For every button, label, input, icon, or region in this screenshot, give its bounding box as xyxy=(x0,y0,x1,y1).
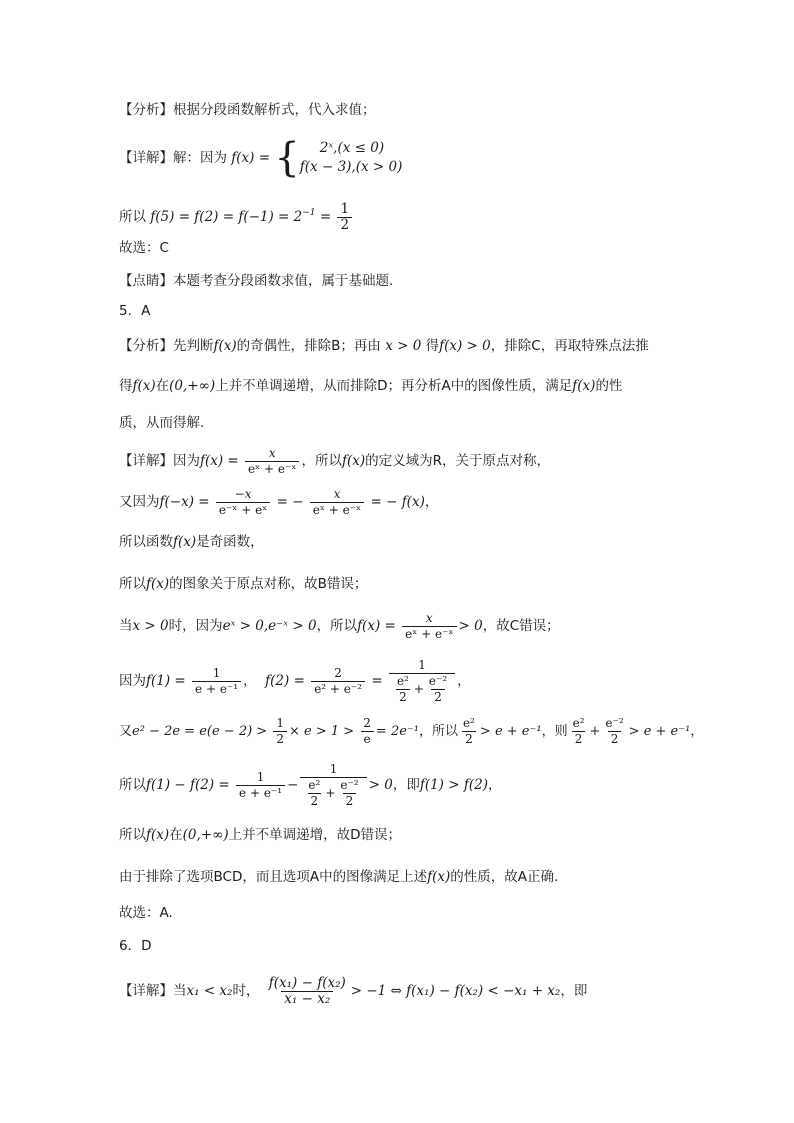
slope-fraction xyxy=(266,976,349,1007)
equivalence-expr: > −1 ⇔ f(x₁) − f(x₂) < −x₁ + x₂ xyxy=(350,983,561,999)
q6-answer: 6．D xyxy=(119,938,152,954)
fx-term: f(x) xyxy=(146,827,170,843)
interval-term: (0,+∞) xyxy=(169,378,216,394)
ineq-expr: e² − 2e = e(e − 2) > xyxy=(132,724,268,739)
interval-term: (0,+∞) xyxy=(182,827,229,843)
fraction-1 xyxy=(216,487,270,518)
text-seg: 所以 xyxy=(119,576,146,592)
fx-term: f(x) xyxy=(427,869,451,885)
analysis-tag: 【分析】 xyxy=(119,102,173,118)
diff-expr: f(1) − f(2) = xyxy=(146,777,230,793)
frac-num: e² xyxy=(463,716,475,730)
analysis-5-tag: 【分析】 xyxy=(119,338,173,354)
answer-c: 故选：C xyxy=(119,240,169,256)
frac-num: 1 xyxy=(276,716,284,730)
fx-term: f(x) xyxy=(341,453,366,469)
frac-num: e⁻² xyxy=(340,777,359,792)
case-2: f(x − 3),(x > 0) xyxy=(299,159,403,175)
calc-line xyxy=(119,196,354,234)
exp-positive: eˣ > 0,e⁻ˣ > 0 xyxy=(222,618,317,634)
symmetry-line xyxy=(119,575,367,593)
fx-definition: f(x) = xyxy=(231,150,271,166)
text-seg: 的性质，故A正确. xyxy=(450,869,559,885)
frac-den: 2 xyxy=(608,731,622,747)
text-seg: ， xyxy=(424,494,439,510)
text-seg: ， xyxy=(690,724,704,739)
analysis-5-line-2 xyxy=(119,377,622,395)
frac-den: 2 xyxy=(462,731,476,747)
fx-term: f(x) xyxy=(572,378,596,394)
text-seg: 先判断 xyxy=(173,338,214,354)
positive-line xyxy=(119,608,560,644)
ineq-end: = 2e⁻¹ xyxy=(375,724,419,739)
frac-num: 1 xyxy=(418,657,426,672)
answer-a: 故选：A. xyxy=(119,905,173,921)
ineq-2: > e + e⁻¹ xyxy=(479,724,542,739)
text-seg: 时， xyxy=(232,983,260,999)
f1-fraction xyxy=(192,666,241,697)
frac-den: e⁻ˣ + eˣ xyxy=(216,502,270,518)
f2-compound-fraction xyxy=(300,762,366,809)
frac-den: 2 xyxy=(308,793,322,809)
f2-compound-fraction xyxy=(389,658,455,705)
e2-half xyxy=(460,716,478,747)
frac-num: 1 xyxy=(256,769,265,784)
e-2-half xyxy=(602,716,626,747)
equals: = xyxy=(371,673,383,689)
comment-line xyxy=(119,272,393,290)
answer-line-c xyxy=(119,239,169,257)
solution-pre: 解：因为 xyxy=(173,150,227,166)
text-seg: ，即 xyxy=(560,983,588,999)
solution-5-tag: 【详解】 xyxy=(119,453,173,469)
frac-num: 1 xyxy=(340,200,350,217)
greater-zero: > 0 xyxy=(368,777,393,793)
minus: − xyxy=(287,777,299,793)
frac-num: 1 xyxy=(329,761,338,776)
comment-tag: 【点睛】 xyxy=(119,273,173,289)
analysis-line-1 xyxy=(119,101,376,119)
text-seg: 的性 xyxy=(595,378,623,394)
half-fraction xyxy=(337,202,352,233)
inner-frac xyxy=(394,674,412,705)
fx-positive: f(x) > 0 xyxy=(439,338,491,354)
condition-term: x > 0 xyxy=(132,618,169,634)
text-seg: 所以函数 xyxy=(119,534,173,550)
text-seg: 得 xyxy=(425,338,440,354)
text-seg: 在 xyxy=(155,378,170,394)
fx-term: f(x) xyxy=(173,534,197,550)
text-seg: ，即 xyxy=(392,777,420,793)
text-seg: ， xyxy=(243,673,257,689)
fraction-2 xyxy=(310,487,364,518)
text-seg: ， xyxy=(457,673,471,689)
inner-frac xyxy=(426,674,450,705)
frac-num: x xyxy=(333,486,341,501)
greater-zero: > 0 xyxy=(458,618,483,634)
f2-fraction xyxy=(311,666,365,697)
frac-den: eˣ + e⁻ˣ xyxy=(245,461,299,477)
f-neg-x: f(−x) = xyxy=(159,494,210,510)
text-seg: 因为 xyxy=(173,453,200,469)
calc-exponent: −1 xyxy=(302,208,316,218)
text-seg: 所以 xyxy=(119,777,146,793)
solution-tag: 【详解】 xyxy=(119,150,173,166)
frac-den: 2 xyxy=(431,689,445,705)
f1-gt-f2: f(1) > f(2) xyxy=(419,777,488,793)
text-seg: 所以 xyxy=(119,827,146,843)
text-seg: ，所以 xyxy=(301,453,342,469)
solution-6-tag: 【详解】 xyxy=(119,983,173,999)
ineq-mid: × e > 1 > xyxy=(288,724,355,739)
frac-num: 2 xyxy=(334,665,342,680)
frac-num: f(x₁) − f(x₂) xyxy=(268,974,346,991)
frac-den: e + e⁻¹ xyxy=(236,785,285,801)
frac-den: eˣ + e⁻ˣ xyxy=(402,626,456,642)
frac-den: 2 xyxy=(572,731,586,747)
compound-den xyxy=(389,673,455,705)
frac-num: 1 xyxy=(212,665,221,680)
text-seg: ，所以 xyxy=(418,724,458,739)
frac-num: e⁻² xyxy=(605,716,624,730)
two-over-e xyxy=(360,716,374,747)
text-seg: 当 xyxy=(119,618,133,634)
frac-num: e² xyxy=(572,716,585,730)
half-fraction xyxy=(273,716,287,747)
piecewise-function xyxy=(274,135,403,181)
brace-symbol: { xyxy=(274,135,300,181)
frac-num: e² xyxy=(396,673,409,688)
frac-num: e⁻² xyxy=(428,673,448,688)
fx-definition: f(x) = xyxy=(357,618,396,634)
case-1: 2ˣ,(x ≤ 0) xyxy=(319,140,385,156)
calc-pre: 所以 xyxy=(119,209,146,225)
frac-num: −x xyxy=(234,486,252,501)
fx-definition: f(x) = xyxy=(200,453,239,469)
odd-function-derivation xyxy=(119,484,438,520)
f2-term: f(2) = xyxy=(265,673,305,689)
frac-den: 2 xyxy=(343,793,357,809)
inner-frac xyxy=(337,778,361,809)
frac-den: x₁ − x₂ xyxy=(281,991,333,1007)
text-seg: 在 xyxy=(169,827,183,843)
values-line xyxy=(119,655,471,707)
text-seg: 得 xyxy=(119,378,133,394)
q5-answer: 5．A xyxy=(119,303,151,319)
piecewise-cases xyxy=(300,139,403,177)
fx-fraction xyxy=(402,611,456,642)
frac-den: e xyxy=(361,731,374,747)
plus: + xyxy=(589,724,601,739)
analysis-5-line-1 xyxy=(119,337,649,355)
frac-den: e² + e⁻² xyxy=(311,681,365,697)
ineq-3: > e + e⁻¹ xyxy=(628,724,691,739)
calc-expr: f(5) = f(2) = f(−1) = 2 xyxy=(150,209,303,225)
fx-term: f(x) xyxy=(213,338,237,354)
question-6-heading xyxy=(119,937,151,955)
text-seg: 质，从而得解. xyxy=(119,415,205,431)
text-seg: ， xyxy=(487,777,502,793)
text-seg: 当 xyxy=(173,983,187,999)
text-seg: 因为 xyxy=(119,673,146,689)
equals-minus: = − xyxy=(276,494,304,510)
text-seg: 的定义域为R，关于原点对称， xyxy=(365,453,550,469)
difference-line xyxy=(119,759,501,811)
odd-function-line xyxy=(119,533,264,551)
conclusion-line xyxy=(119,868,558,886)
answer-line-a xyxy=(119,904,173,922)
inequality-line xyxy=(119,714,703,750)
text-seg: 时，因为 xyxy=(168,618,223,634)
analysis-5-line-3 xyxy=(119,414,204,432)
frac-num: 2 xyxy=(363,716,371,730)
plus: + xyxy=(325,785,336,800)
fx-fraction xyxy=(245,446,299,477)
text-seg: 又因为 xyxy=(119,494,160,510)
text-seg: 上并不单调递增，从而排除D；再分析A中的图像性质，满足 xyxy=(215,378,573,394)
frac-num: x xyxy=(268,445,276,460)
solution-5-line-1 xyxy=(119,443,550,479)
text-seg: ，故C错误； xyxy=(482,618,560,634)
text-seg: 由于排除了选项BCD，而且选项A中的图像满足上述 xyxy=(119,869,428,885)
frac-den: 2 xyxy=(396,689,410,705)
plus: + xyxy=(413,681,424,696)
text-seg: ，排除C，再取特殊点法推 xyxy=(490,338,649,354)
fx-term: f(x) xyxy=(132,378,156,394)
frac-den: 2 xyxy=(273,731,287,747)
condition-term: x > 0 xyxy=(385,338,422,354)
text-seg: 上并不单调递增，故D错误； xyxy=(228,827,402,843)
frac-den: eˣ + e⁻ˣ xyxy=(310,502,364,518)
text-seg: 的图象关于原点对称，故B错误； xyxy=(169,576,368,592)
calc-equals: = xyxy=(319,209,332,225)
equals-neg-fx: = − f(x) xyxy=(370,494,425,510)
frac-den: 2 xyxy=(337,217,352,233)
text-seg: 的奇偶性，排除B；再由 xyxy=(236,338,381,354)
solution-6-line xyxy=(119,972,587,1010)
f1-fraction xyxy=(236,770,285,801)
frac-num: e² xyxy=(308,777,321,792)
compound-den xyxy=(300,777,366,809)
frac-den: e + e⁻¹ xyxy=(192,681,241,697)
text-seg: ，所以 xyxy=(316,618,358,634)
text-seg: 是奇函数， xyxy=(196,534,264,550)
monotonic-line xyxy=(119,826,401,844)
frac-num: x xyxy=(425,610,433,625)
e2-half xyxy=(570,716,588,747)
question-5-heading xyxy=(119,302,150,320)
text-seg: 又 xyxy=(119,724,133,739)
analysis-text: 根据分段函数解析式，代入求值； xyxy=(173,102,376,118)
comment-text: 本题考查分段函数求值，属于基础题. xyxy=(173,273,394,289)
solution-line-piecewise xyxy=(119,135,403,181)
fx-term: f(x) xyxy=(146,576,170,592)
x-order: x₁ < x₂ xyxy=(186,983,233,999)
text-seg: ，则 xyxy=(541,724,568,739)
f1-term: f(1) = xyxy=(146,673,186,689)
inner-frac xyxy=(305,778,323,809)
